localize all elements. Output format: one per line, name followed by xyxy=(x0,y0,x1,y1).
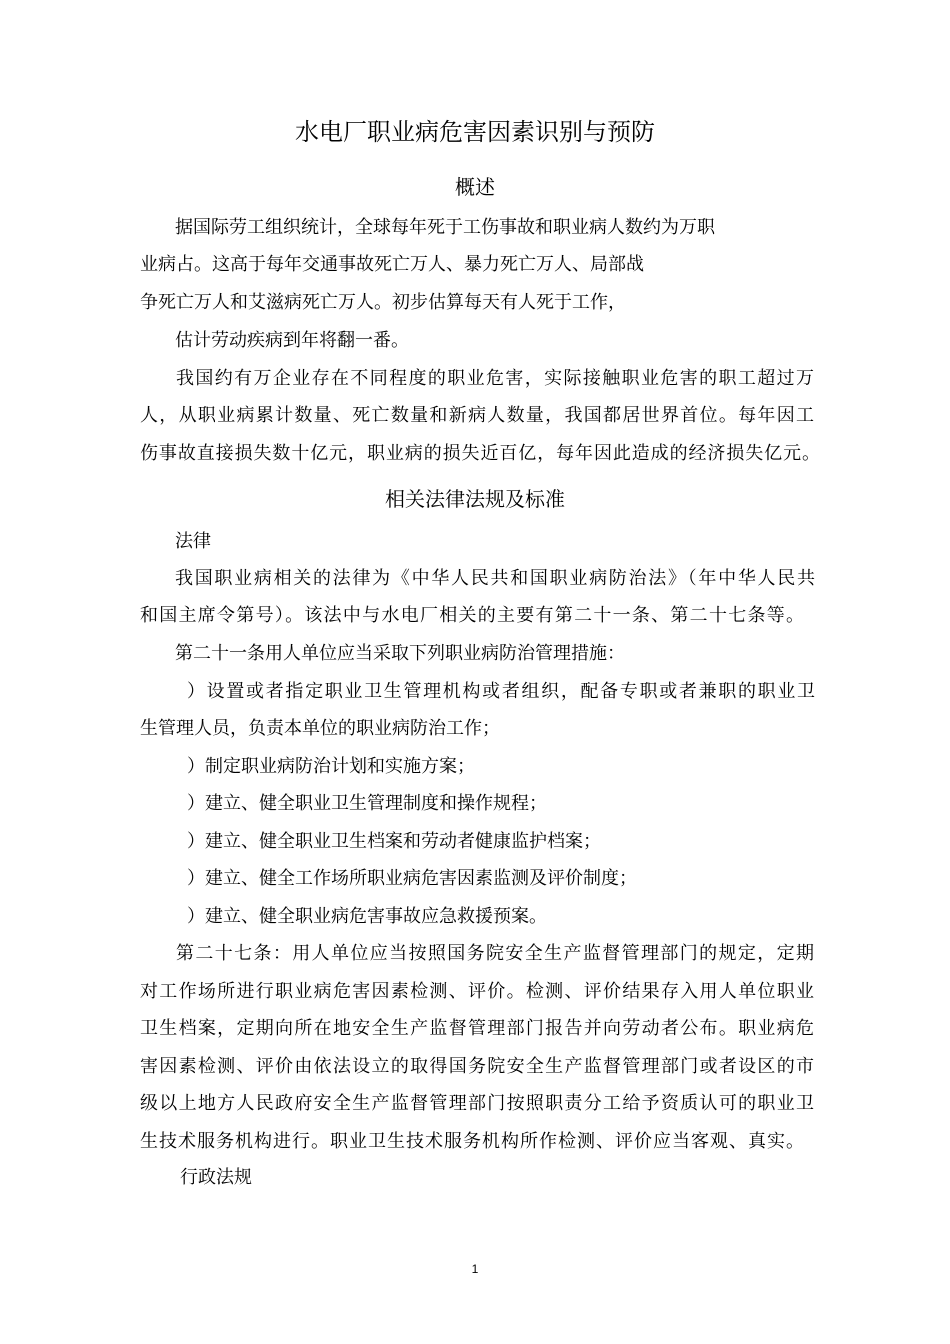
subheading-law: 法律 xyxy=(175,531,211,552)
list-item: ）设置或者指定职业卫生管理机构或者组织，配备专职或者兼职的职业卫 xyxy=(187,681,815,702)
paragraph-line: 第二十七条：用人单位应当按照国务院安全生产监督管理部门的规定，定期 xyxy=(176,943,814,964)
paragraph-line: 生技术服务机构进行。职业卫生技术服务机构所作检测、评价应当客观、真实。 xyxy=(140,1131,804,1152)
paragraph-line: 业病占。这高于每年交通事故死亡万人、暴力死亡万人、局部战 xyxy=(140,254,644,275)
paragraph-line: 估计劳动疾病到年将翻一番。 xyxy=(175,330,409,351)
page-number: 1 xyxy=(471,1262,479,1276)
paragraph-line: 伤事故直接损失数十亿元，职业病的损失近百亿，每年因此造成的经济损失亿元。 xyxy=(140,443,820,464)
list-item: ）建立、健全工作场所职业病危害因素监测及评价制度； xyxy=(187,868,637,889)
document-title: 水电厂职业病危害因素识别与预防 xyxy=(295,118,655,146)
paragraph-line: 害因素检测、评价由依法设立的取得国务院安全生产监督管理部门或者设区的市 xyxy=(140,1056,814,1077)
paragraph-line: 争死亡万人和艾滋病死亡万人。初步估算每天有人死于工作， xyxy=(140,292,626,313)
article-21-intro: 第二十一条用人单位应当采取下列职业病防治管理措施： xyxy=(175,643,625,664)
list-item: ）建立、健全职业卫生管理制度和操作规程； xyxy=(187,793,547,814)
paragraph-line: 对工作场所进行职业病危害因素检测、评价。检测、评价结果存入用人单位职业 xyxy=(140,981,814,1002)
section-heading-laws: 相关法律法规及标准 xyxy=(385,487,565,511)
paragraph-line: 卫生档案，定期向所在地安全生产监督管理部门报告并向劳动者公布。职业病危 xyxy=(140,1018,814,1039)
subheading-regulation: 行政法规 xyxy=(180,1167,252,1188)
paragraph-line: 我国约有万企业存在不同程度的职业危害，实际接触职业危害的职工超过万 xyxy=(176,368,814,389)
list-item: ）建立、健全职业卫生档案和劳动者健康监护档案； xyxy=(187,831,601,852)
paragraph-line: 和国主席令第号）。该法中与水电厂相关的主要有第二十一条、第二十七条等。 xyxy=(140,605,804,626)
section-heading-overview: 概述 xyxy=(455,175,495,199)
list-item: ）制定职业病防治计划和实施方案； xyxy=(187,756,475,777)
list-item: ）建立、健全职业病危害事故应急救援预案。 xyxy=(187,906,547,927)
paragraph-line: 级以上地方人民政府安全生产监督管理部门按照职责分工给予资质认可的职业卫 xyxy=(140,1093,814,1114)
paragraph-line: 人，从职业病累计数量、死亡数量和新病人数量，我国都居世界首位。每年因工 xyxy=(140,405,814,426)
paragraph-line: 据国际劳工组织统计，全球每年死于工伤事故和职业病人数约为万职 xyxy=(175,217,715,238)
paragraph-line: 我国职业病相关的法律为《中华人民共和国职业病防治法》（年中华人民共 xyxy=(175,568,815,589)
list-item-continuation: 生管理人员，负责本单位的职业病防治工作； xyxy=(140,718,500,739)
